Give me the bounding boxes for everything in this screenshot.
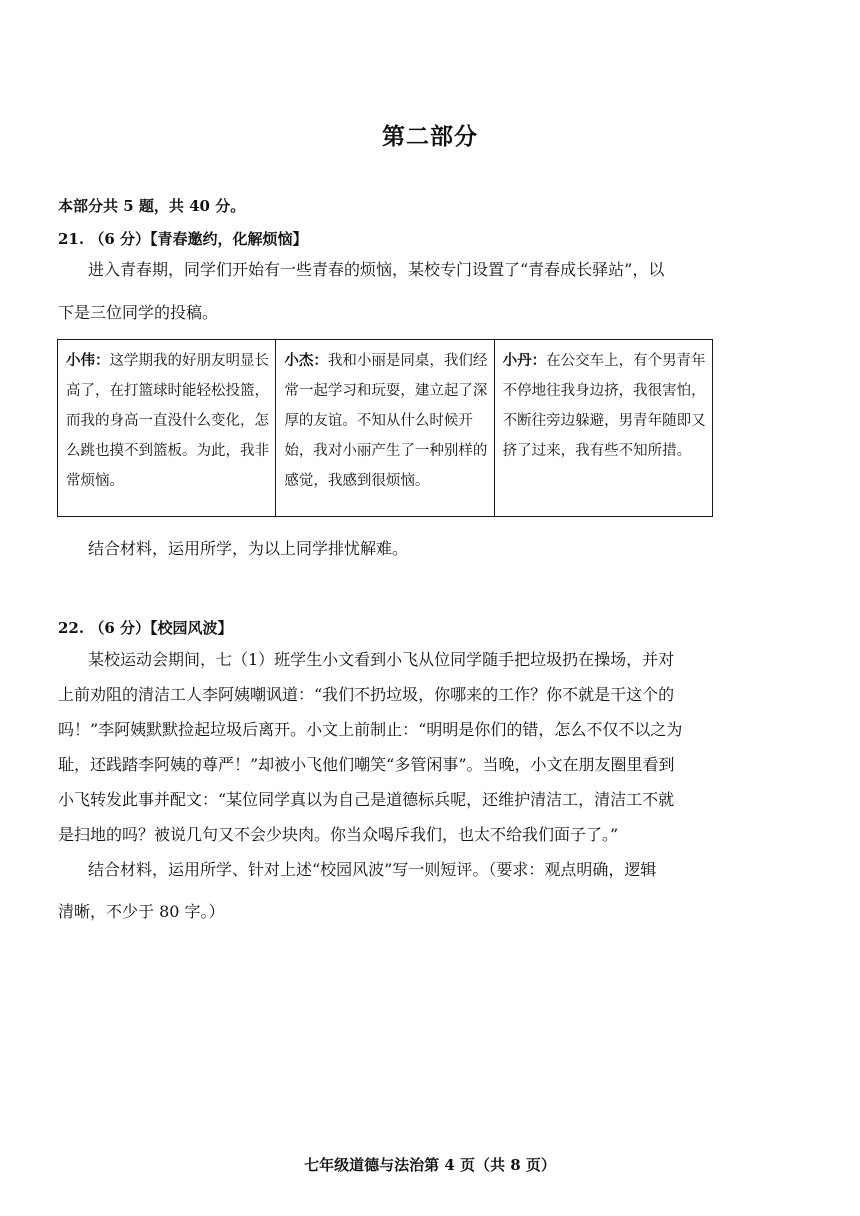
question-21-intro-line: 下是三位同学的投稿。 [58,303,219,322]
submission-text: 我和小丽是同桌，我们经常一起学习和玩耍，建立起了深厚的友谊。不知从什么时候开始，我对小丽产生了一种别样的感觉，我感到很烦恼。 [284,353,488,489]
question-22-material-line: 上前劝阻的清洁工人李阿姨嘲讽道：“我们不扔垃圾，你哪来的工作？你不就是干这个的 [58,685,675,704]
page-footer: 七年级道德与法治第 4 页（共 8 页） [304,1156,556,1174]
question-21-intro-line: 进入青春期，同学们开始有一些青春的烦恼，某校专门设置了“青春成长驿站”，以 [88,260,665,279]
question-22-heading: 22. （6 分）【校园风波】 [58,619,233,637]
question-21-material-box [57,339,713,517]
submission-text: 在公交车上，有个男青年不停地往我身边挤，我很害怕，不断往旁边躲避，男青年随即又挤了过来，我有些不知所措。 [502,353,706,459]
question-21-heading: 21. （6 分）【青春邀约，化解烦恼】 [58,230,308,248]
question-22-material-line: 吗！”李阿姨默默捡起垃圾后离开。小文上前制止：“明明是你们的错，怎么不仅不以之为 [58,720,683,739]
page-title: 第二部分 [382,123,478,150]
question-22-material-line: 某校运动会期间，七（1）班学生小文看到小飞从位同学随手把垃圾扔在操场，并对 [88,650,675,669]
question-22-material-line: 是扫地的吗？被说几句又不会少块肉。你当众喝斥我们，也太不给我们面子了。” [58,825,619,844]
question-22-material-line: 耻，还践踏李阿姨的尊严！”却被小飞他们嘲笑“多管闲事”。当晚，小文在朋友圈里看到 [58,755,675,774]
question-21-task: 结合材料，运用所学，为以上同学排忧解难。 [88,539,409,558]
submission-author: 小丹： [502,352,547,369]
question-22-material-line: 小飞转发此事并配文：“某位同学真以为自己是道德标兵呢，还维护清洁工，清洁工不就 [58,790,675,809]
submission-xiaowei [58,340,276,516]
section-intro: 本部分共 5 题，共 40 分。 [58,197,246,215]
submission-text: 这学期我的好朋友明显长高了，在打篮球时能轻松投篮，而我的身高一直没什么变化，怎么跳也摸不到篮板。为此，我非常烦恼。 [66,353,269,489]
question-22-task-line: 结合材料，运用所学、针对上述“校园风波”写一则短评。（要求：观点明确，逻辑 [88,860,657,879]
submission-xiaodan [495,340,712,516]
submission-xiaojie [276,340,494,516]
submission-author: 小伟： [66,352,110,369]
question-22-task-line: 清晰，不少于 80 字。） [58,902,225,921]
submission-author: 小杰： [284,352,328,369]
